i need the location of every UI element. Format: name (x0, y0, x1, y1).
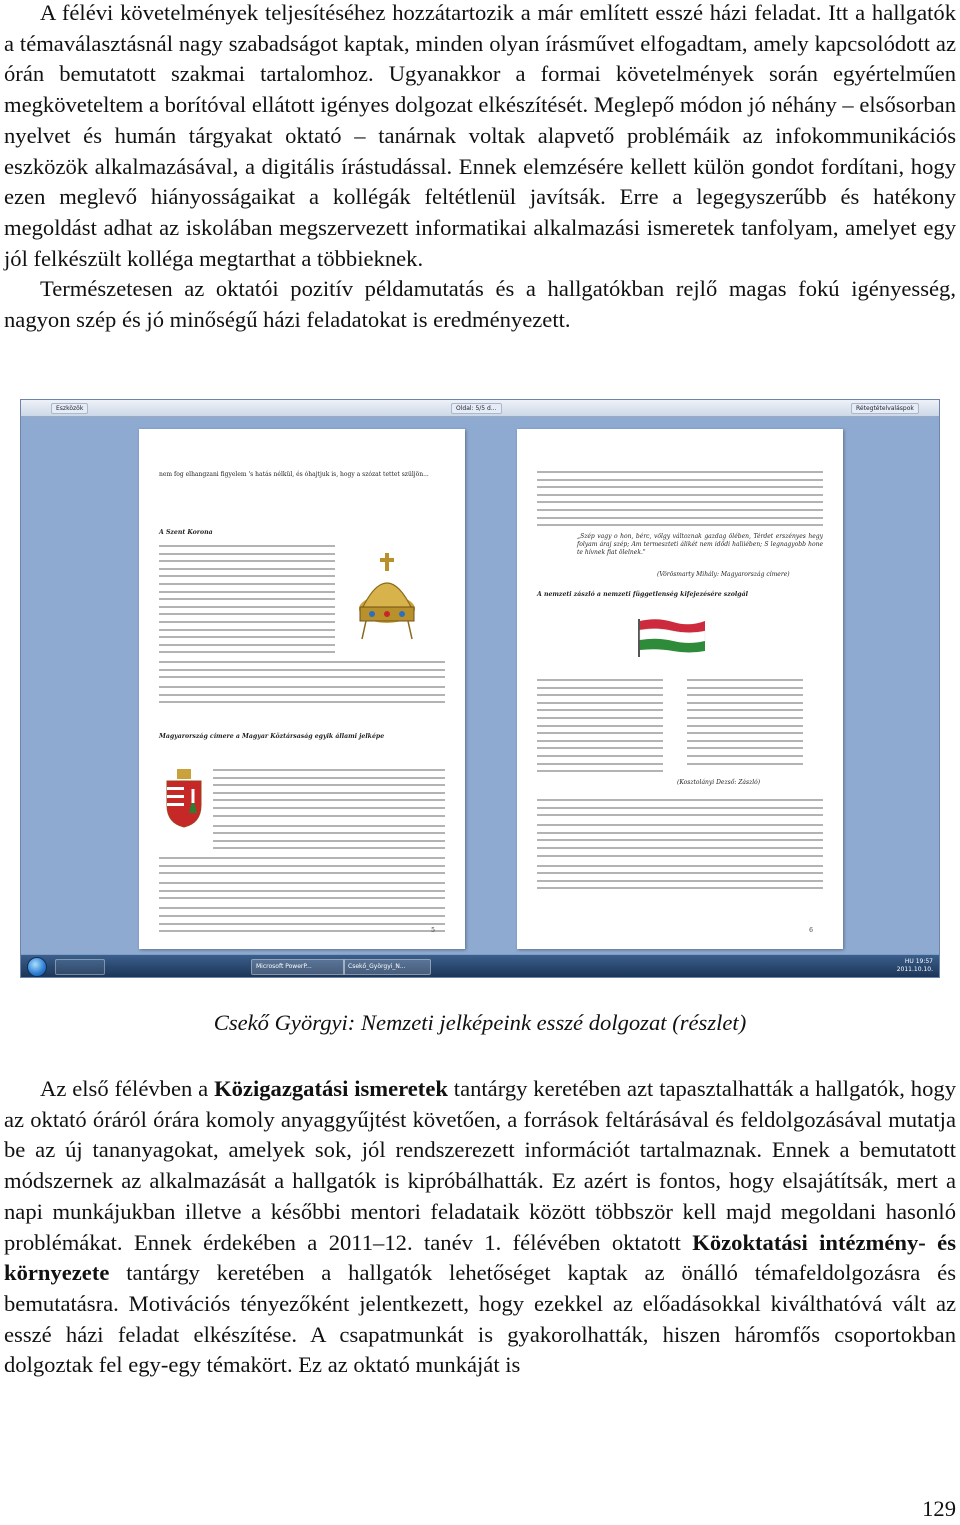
poem-quote: „Szép vagy o hon, bérc, völgy változnak gazdag ölében, Térdet erszényes hegy folyam áraj szép; Am termeszteti álikét nem idődi haliiében; S legnagyobb hone te hívnek fiat ölelnek." (577, 533, 823, 556)
paragraph-text: Itt a hallgatók a témaválasztásnál nagy szabadságot kaptak, minden olyan írásművet elfogadtam, amely kapcsolódott az órán bemutatott szakmai tartalomhoz. Ugyanakkor a formai követelmények során egyértelműen megköveteltem a borítóval ellátott igényes dolgozat elkészítését. Meglepő módon jó néhány – elsősorban nyelvet és humán tárgyakat oktató – tanárnak voltak alapvető problémáik az infokommunikációs eszközök alkalmazásával, a digitális írástudással. Ennek elemzésére kellett külön gondot fordítani, hogy ezen meglevő hiányosságaikat a kollégák feltétlenül javítsák. Erre a legegyszerűbb és hatékony megoldást adhat az iskolában megszervezett informatikai alkalmazási ismeretek tanfolyam, amelyet egy jól felkészült kolléga megtarthat a többieknek. (4, 0, 956, 271)
poem-author: (Kosztolányi Dezső: Zászló) (677, 779, 761, 786)
heading-coat-of-arms: Magyarország címere a Magyar Köztársaság egyik állami jelképe (159, 733, 385, 740)
document-view (21, 417, 939, 954)
paragraph-essay-requirements (4, 0, 956, 336)
clock-time: 19:57 (915, 958, 933, 965)
course-name-public-administration: Közigazgatási ismeretek (214, 1076, 448, 1101)
coat-text-lines (213, 769, 445, 855)
figure-caption: Csekő Györgyi: Nemzeti jelképeink esszé dolgozat (részlet) (213, 1010, 747, 1035)
paragraph-text: Az első félévben a (40, 1076, 215, 1101)
poem-right-lines (687, 679, 803, 770)
taskbar-item-powerpoint[interactable]: Microsoft PowerP... (251, 959, 345, 975)
language-indicator[interactable]: HU (904, 958, 914, 965)
hungarian-flag-image (637, 617, 707, 657)
heading-flag: A nemzeti zászló a nemzeti függetlenség kifejezésére szolgál (537, 591, 748, 598)
flag-history-lines (537, 799, 823, 895)
page-number-left: 5 (431, 927, 435, 935)
clock-date: 2011.10.10. (896, 966, 933, 973)
holy-crown-image (354, 547, 420, 643)
word-toolbar (21, 400, 939, 417)
intro-text: nem fog elhangzani figyelem 's hatás nélkül, és óhajtjuk is, hogy a szózat tettet szüljön... (159, 471, 429, 478)
course-name-education-institution: Közoktatási intézmény- és környezete (4, 1229, 957, 1286)
coat-of-arms-image (163, 769, 205, 829)
poem-left-lines (537, 679, 663, 778)
paragraph-line: A félévi követelmények teljesítéséhez hozzátartozik a már említett esszé házi feladat. (40, 0, 822, 25)
toolbar-item-tools: Eszközök (51, 403, 88, 414)
lower-text-lines (159, 857, 445, 938)
system-tray (897, 958, 933, 974)
taskbar-quicklaunch[interactable] (55, 959, 105, 975)
intro-text-lines (537, 471, 823, 532)
essay-page-left (139, 429, 465, 949)
crown-history-lines (159, 661, 445, 709)
paragraph-courses (4, 1074, 956, 1381)
paragraph-text: tantárgy keretében a hallgatók lehetőséget kaptak az önálló témafeldolgozásra és bemutatásra. Motivációs tényezőként jelentkezett, hogy ezekkel az előadásokkal kiválthatóvá vált az esszé házi feladat elkészítése. A csapatmunkát is gyakorolhatták, hiszen háromfős csoportokban dolgoztak fel egy-egy témakört. Ez az oktató munkáját is (4, 1260, 956, 1378)
embedded-screenshot (20, 399, 940, 978)
quote-author: (Vörösmarty Mihály: Magyarország címere) (657, 571, 790, 578)
windows-taskbar (21, 955, 939, 977)
crown-text-lines (159, 545, 335, 659)
page-number-right: 6 (809, 927, 813, 935)
page-number: 129 (922, 1496, 956, 1521)
essay-page-right (517, 429, 843, 949)
paragraph-text: Természetesen az oktatói pozitív példamutatás és a hallgatókban rejlő magas fokú igényesség, nagyon szép és jó minőségű házi feladatokat is eredményezett. (4, 276, 956, 333)
paragraph-text: tantárgy keretében azt tapasztalhatták a hallgatók, hogy az oktató óráról órára komoly anyaggyűjtést követően, a források feltárásával és feldolgozásával mutatja be az új tananyagokat, amelyek sok, jól rendszerezett információt tartalmaznak. Ennek a bemutatott módszernek az alkalmazását a hallgatók is kipróbálhatták. Ez azért is fontos, hogy elsajátítsák, mert a napi munkájukban illetve a későbbi mentori feladataik között többször kell majd megoldani hasonló problémákat. Ennek érdekében a 2011–12. tanév 1. félévében oktatott (4, 1076, 956, 1255)
heading-crown: A Szent Korona (159, 529, 213, 536)
start-button-icon[interactable] (27, 957, 47, 977)
toolbar-item-page: Oldal: 5/5 d... (451, 403, 502, 414)
taskbar-item-word-document[interactable]: Csekő_Györgyi_N... (343, 959, 431, 975)
toolbar-item-layers: Rétegtételvaláspok (851, 403, 919, 414)
